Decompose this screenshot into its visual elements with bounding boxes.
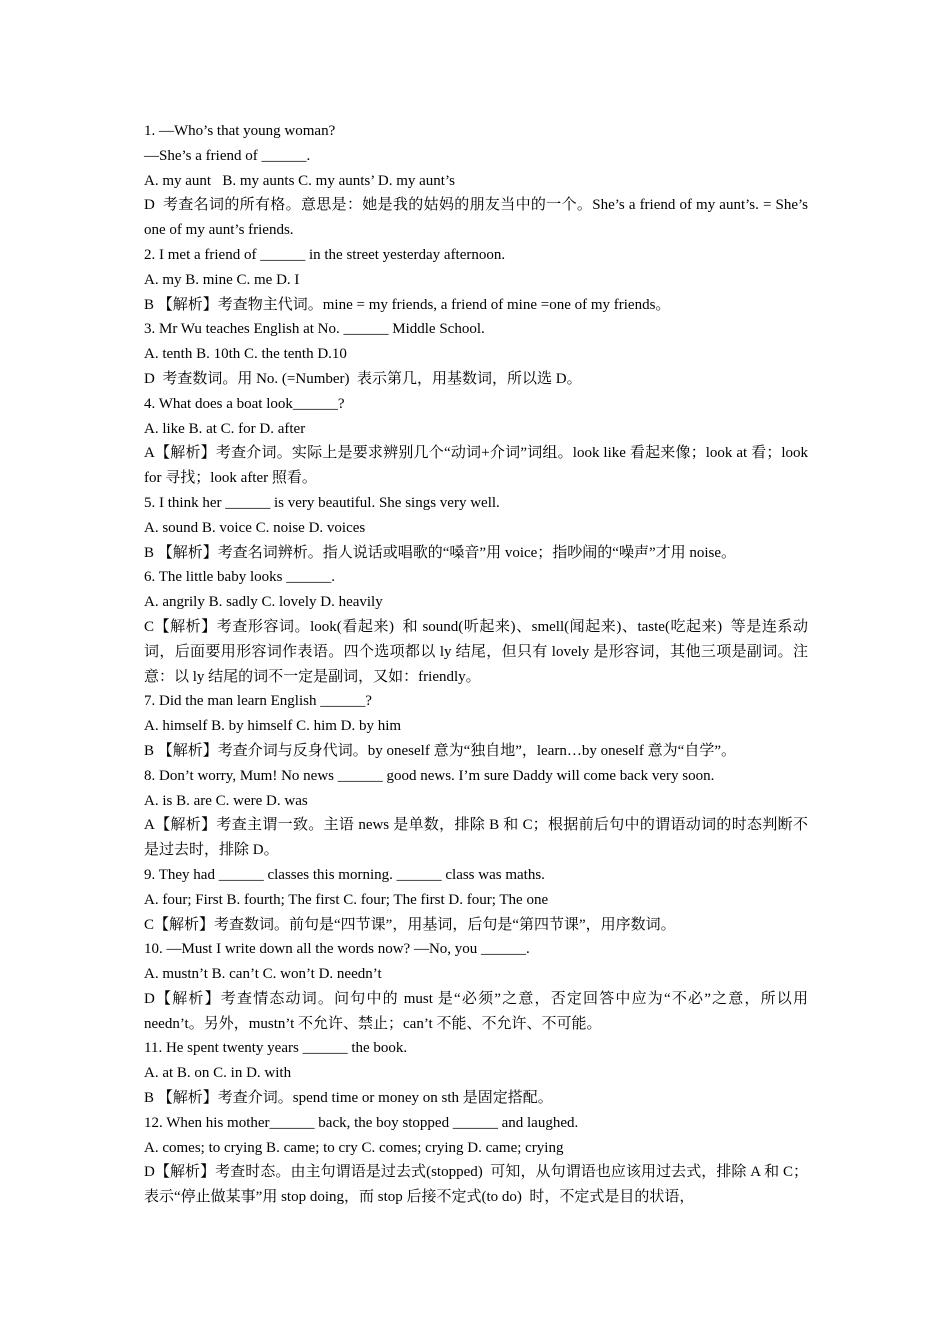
question-stem: —She’s a friend of ______. [144, 147, 311, 164]
question-11 [144, 1036, 808, 1110]
question-options: A. four; First B. fourth; The first C. four; The first D. four; The one [144, 891, 549, 908]
question-explanation: B 【解析】考查物主代词。mine = my friends, a friend of mine =one of my friends。 [144, 296, 671, 313]
question-options: A. my aunt B. my aunts C. my aunts’ D. my aunt’s [144, 172, 455, 189]
question-options: A. like B. at C. for D. after [144, 420, 306, 437]
question-options: A. comes; to crying B. came; to cry C. comes; crying D. came; crying [144, 1139, 564, 1156]
question-options: A. my B. mine C. me D. I [144, 271, 300, 288]
question-options: A. himself B. by himself C. him D. by him [144, 718, 402, 735]
question-explanation: B 【解析】考查名词辨析。指人说话或唱歌的“嗓音”用 voice；指吵闹的“噪声”才用 noise。 [144, 544, 737, 561]
question-explanation: D【解析】考查情态动词。问句中的 must 是“必须”之意，否定回答中应为“不必”之意，所以用 needn’t。另外，mustn’t 不允许、禁止；can’t 不能、不允许、不可能。 [144, 990, 812, 1032]
question-explanation: D【解析】考查时态。由主句谓语是过去式(stopped) 可知，从句谓语也应该用过去式，排除 A 和 C；表示“停止做某事”用 stop doing，而 stop 后接不定式(to do) 时，不定式是目的状语， [144, 1164, 808, 1206]
question-stem: 12. When his mother______ back, the boy stopped ______ and laughed. [144, 1114, 579, 1131]
question-explanation: B 【解析】考查介词。spend time or money on sth 是固定搭配。 [144, 1090, 553, 1107]
question-8 [144, 764, 808, 863]
question-stem: 6. The little baby looks ______. [144, 569, 335, 586]
question-3 [144, 317, 808, 391]
question-stem: 10. —Must I write down all the words now? —No, you ______. [144, 941, 530, 958]
question-2 [144, 243, 808, 317]
question-12 [144, 1111, 808, 1210]
question-10 [144, 937, 812, 1036]
question-9 [144, 863, 808, 937]
question-explanation: A【解析】考查介词。实际上是要求辨别几个“动词+介词”词组。look like 看起来像；look at 看；look for 寻找；look after 照看。 [144, 445, 812, 487]
question-options: A. sound B. voice C. noise D. voices [144, 519, 366, 536]
question-stem: 1. —Who’s that young woman? [144, 123, 336, 139]
exam-document [144, 119, 812, 1210]
question-6 [144, 565, 808, 689]
question-7 [144, 689, 808, 763]
question-stem: 2. I met a friend of ______ in the street yesterday afternoon. [144, 246, 506, 263]
question-options: A. mustn’t B. can’t C. won’t D. needn’t [144, 966, 382, 983]
question-stem: 9. They had ______ classes this morning. ______ class was maths. [144, 866, 545, 883]
question-explanation: C【解析】考查形容词。look(看起来) 和 sound(听起来)、smell(闻起来)、taste(吃起来) 等是连系动词，后面要用形容词作表语。四个选项都以 ly 结尾，但只有 lovely 是形容词，其他三项是副词。注意：以 ly 结尾的词不一定是副词，又如：friendly。 [144, 618, 808, 685]
question-stem: 11. He spent twenty years ______ the book. [144, 1040, 408, 1057]
question-5 [144, 491, 808, 565]
question-options: A. tenth B. 10th C. the tenth D.10 [144, 346, 347, 363]
question-options: A. is B. are C. were D. was [144, 792, 308, 809]
question-options: A. at B. on C. in D. with [144, 1065, 292, 1082]
question-explanation: B 【解析】考查介词与反身代词。by oneself 意为“独自地”，learn…by oneself 意为“自学”。 [144, 742, 736, 759]
question-stem: 3. Mr Wu teaches English at No. ______ Middle School. [144, 321, 485, 338]
question-stem: 7. Did the man learn English ______? [144, 693, 372, 710]
question-stem: 8. Don’t worry, Mum! No news ______ good news. I’m sure Daddy will come back very soon. [144, 767, 715, 784]
question-stem: 5. I think her ______ is very beautiful. She sings very well. [144, 494, 500, 511]
question-explanation: D 考查名词的所有格。意思是：她是我的姑妈的朋友当中的一个。She’s a friend of my aunt’s. = She’s one of my aunt’s friends. [144, 197, 812, 239]
question-1 [144, 119, 812, 243]
question-options: A. angrily B. sadly C. lovely D. heavily [144, 594, 383, 611]
question-explanation: A【解析】考查主谓一致。主语 news 是单数，排除 B 和 C；根据前后句中的谓语动词的时态判断不是过去时，排除 D。 [144, 817, 808, 859]
question-stem: 4. What does a boat look______? [144, 395, 345, 412]
question-explanation: C【解析】考查数词。前句是“四节课”，用基词，后句是“第四节课”，用序数词。 [144, 916, 676, 933]
question-4 [144, 392, 812, 491]
question-explanation: D 考查数词。用 No. (=Number) 表示第几，用基数词，所以选 D。 [144, 370, 582, 387]
